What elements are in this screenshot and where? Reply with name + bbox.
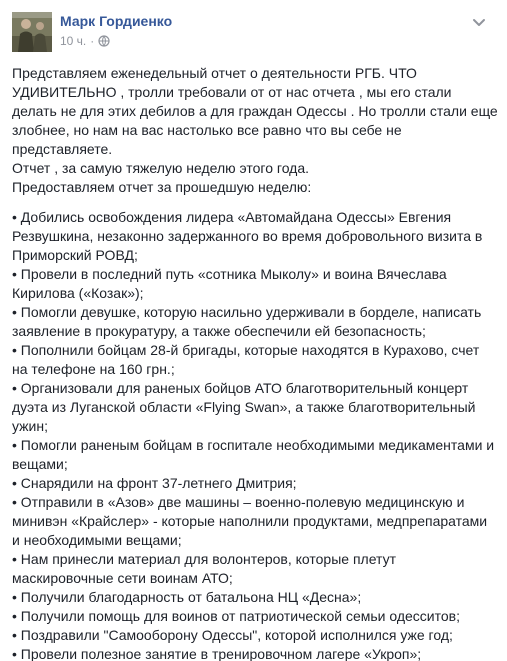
list-item: • Получили благодарность от батальона НЦ «Десна»; xyxy=(12,589,362,605)
list-item: • Поздравили "Самооборону Одессы", которой исполнился уже год; xyxy=(12,627,453,643)
avatar[interactable] xyxy=(12,12,52,52)
post-lead-text: Предоставляем отчет за прошедшую неделю: xyxy=(12,179,312,195)
profile-photo-image xyxy=(12,12,52,52)
chevron-down-icon[interactable] xyxy=(471,14,487,30)
post-meta xyxy=(60,34,110,48)
list-item: • Провели в последний путь «сотника Мыколу» и воина Вячеслава Кирилова («Козак»); xyxy=(12,266,447,301)
list-item: • Организовали для раненых бойцов АТО благотворительный концерт дуэта из Луганской области «Flying Swan», а также благотворительный ужин; xyxy=(12,380,476,434)
post-intro-text: Представляем еженедельный отчет о деятельности РГБ. ЧТО УДИВИТЕЛЬНО , тролли требовали от от нас отчета , мы его стали делать не для этих дебилов а для граждан Одессы . Но тролли стали еще злобнее, но нам на вас настолько все равно что вы себе не представляете. xyxy=(12,65,498,157)
paragraph-spacer xyxy=(12,197,498,208)
list-item: • Нам принесли материал для волонтеров, которые плетут маскировочные сети воинам АТО; xyxy=(12,551,397,586)
list-item: • Пополнили бойцам 28-й бригады, которые находятся в Курахово, счет на телефоне на 160 грн.; xyxy=(12,342,480,377)
list-item: • Снарядили на фронт 37-летнего Дмитрия; xyxy=(12,475,297,491)
author-name[interactable]: Марк Гордиенко xyxy=(60,13,173,29)
list-item: • Помогли раненым бойцам в госпитале необходимыми медикаментами и вещами; xyxy=(12,437,495,472)
post-report-text: Отчет , за самую тяжелую неделю этого года. xyxy=(12,160,310,176)
list-item: • Отправили в «Азов» две машины – военно-полевую медицинскую и минивэн «Крайслер» - которые наполнили продуктами, медпрепаратами и необходимыми вещами; xyxy=(12,494,488,548)
post-body xyxy=(12,64,498,661)
meta-separator: · xyxy=(90,34,95,48)
globe-icon[interactable] xyxy=(98,35,110,47)
post-timestamp[interactable]: 10 ч. xyxy=(60,34,87,48)
list-item: • Помогли девушке, которую насильно удерживали в борделе, написать заявление в прокуратуру, а также обеспечили ей безопасность; xyxy=(12,304,482,339)
post-header xyxy=(12,12,497,52)
list-item: • Добились освобождения лидера «Автомайдана Одессы» Евгения Резвушкина, незаконно задержанного во время добровольного визита в Приморский РОВД; xyxy=(12,209,483,263)
list-item: • Провели полезное занятие в тренировочном лагере «Укроп»; xyxy=(12,646,422,661)
list-item: • Получили помощь для воинов от патриотической семьи одесситов; xyxy=(12,608,460,624)
